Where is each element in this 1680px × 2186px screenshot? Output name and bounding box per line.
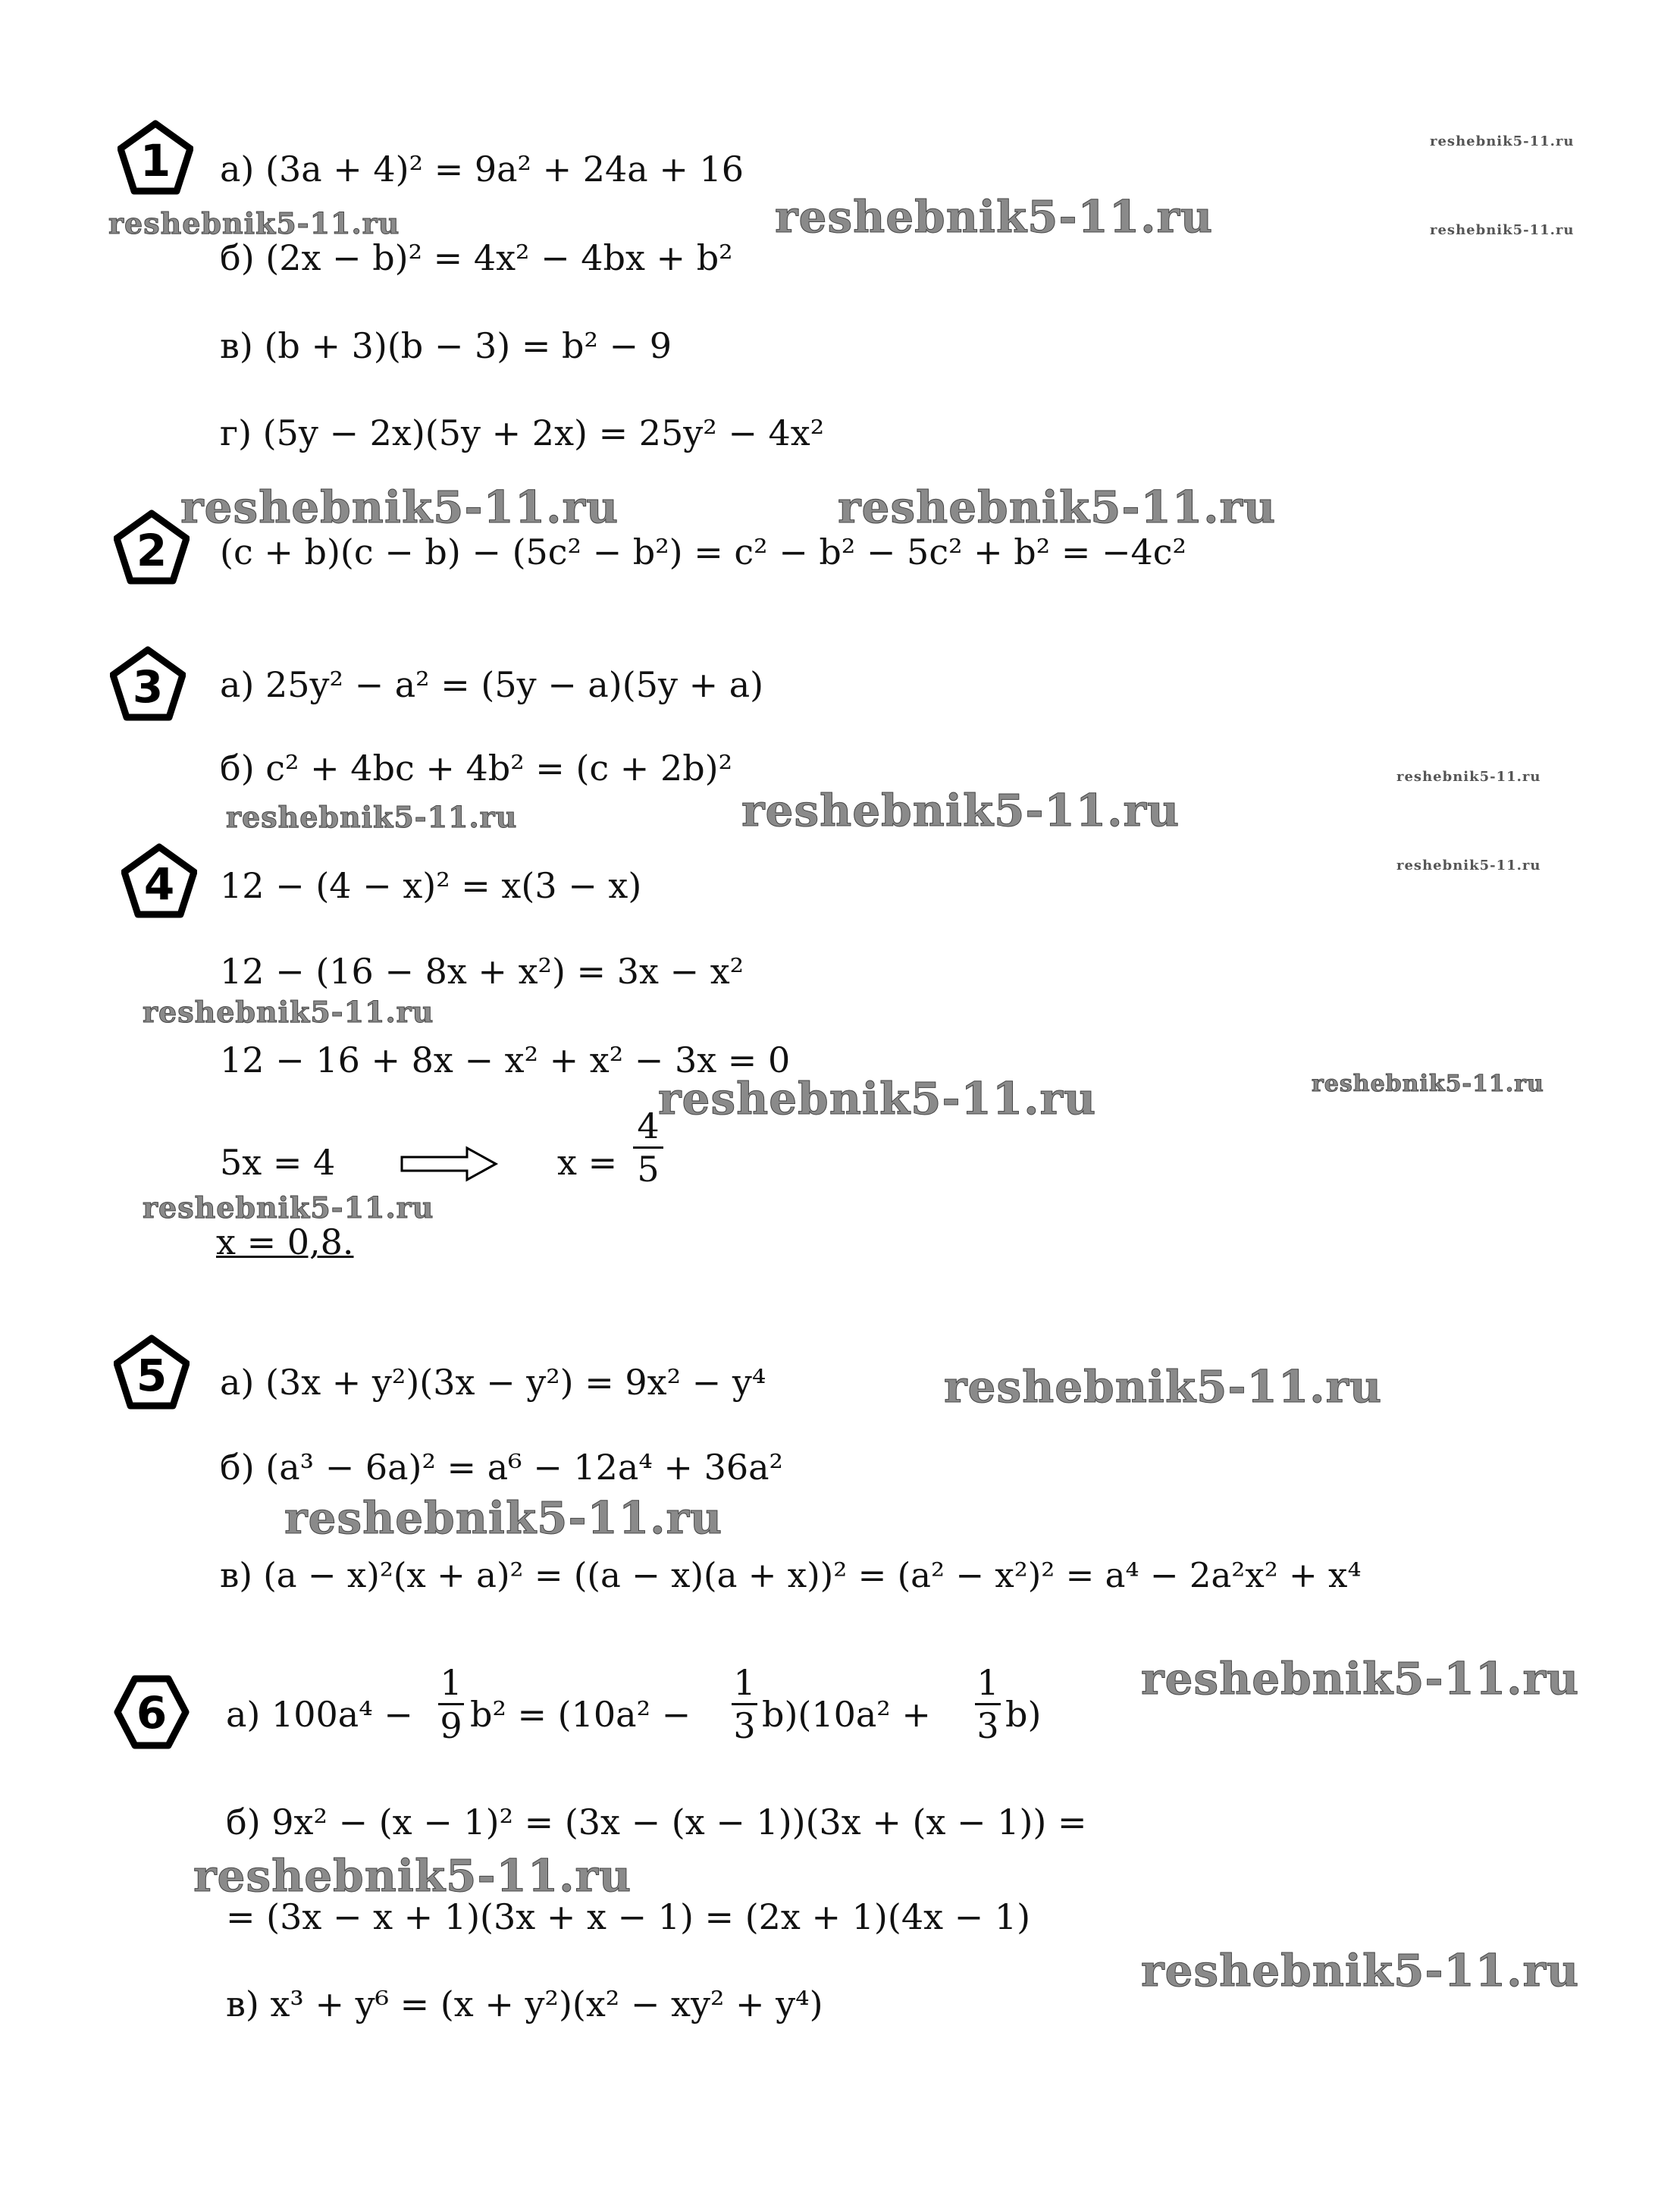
problem-2-line: (c + b)(c − b) − (5c² − b²) = c² − b² − 5c² + b² = −4c²	[220, 532, 1186, 572]
fraction-numerator: 4	[637, 1106, 660, 1146]
watermark: reshebnik5-11.ru	[838, 481, 1277, 533]
watermark: reshebnik5-11.ru	[1141, 1945, 1580, 1996]
problem-1-badge	[118, 120, 193, 196]
watermark: reshebnik5-11.ru	[1396, 769, 1541, 785]
problem-2-badge	[114, 510, 190, 585]
problem-4-line-1: 12 − (4 − x)² = x(3 − x)	[220, 865, 642, 906]
problem-6-line-b-cont: = (3x − x + 1)(3x + x − 1) = (2x + 1)(4x − 1)	[226, 1896, 1031, 1937]
watermark: reshebnik5-11.ru	[284, 1492, 723, 1544]
problem-number: 4	[143, 858, 175, 910]
fraction-numerator: 1	[976, 1662, 999, 1703]
problem-4-line-4: 5x = 4	[220, 1142, 336, 1183]
watermark: reshebnik5-11.ru	[1312, 1071, 1544, 1097]
problem-1-line-b: б) (2x − b)² = 4x² − 4bx + b²	[220, 237, 733, 278]
problem-6-badge	[114, 1674, 190, 1750]
problem-6-line-a-part2: b² = (10a² −	[470, 1694, 691, 1735]
fraction-denominator: 5	[637, 1149, 660, 1190]
watermark: reshebnik5-11.ru	[1396, 858, 1541, 873]
watermark: reshebnik5-11.ru	[775, 191, 1214, 243]
problem-6-line-a-part1: а) 100a⁴ −	[226, 1694, 413, 1735]
watermark: reshebnik5-11.ru	[658, 1073, 1097, 1124]
problem-4-badge	[121, 843, 197, 919]
problem-6-fraction-1	[438, 1662, 464, 1746]
problem-4-line-2: 12 − (16 − 8x + x²) = 3x − x²	[220, 951, 744, 992]
fraction-denominator: 3	[733, 1705, 756, 1746]
problem-5-badge	[114, 1334, 190, 1410]
watermark: reshebnik5-11.ru	[944, 1361, 1383, 1413]
watermark: reshebnik5-11.ru	[226, 800, 518, 834]
problem-3-badge	[110, 646, 186, 722]
arrow-right-icon	[400, 1145, 499, 1183]
problem-1-line-d: г) (5y − 2x)(5y + 2x) = 25y² − 4x²	[220, 412, 825, 453]
problem-4-answer: x = 0,8.	[216, 1222, 354, 1262]
problem-number: 3	[132, 661, 164, 713]
problem-number: 5	[136, 1350, 168, 1401]
problem-4-result-label: x =	[557, 1142, 618, 1183]
problem-5-line-b: б) (a³ − 6a)² = a⁶ − 12a⁴ + 36a²	[220, 1447, 783, 1488]
problem-4-line-3: 12 − 16 + 8x − x² + x² − 3x = 0	[220, 1040, 791, 1080]
problem-3-line-b: б) c² + 4bc + 4b² = (c + 2b)²	[220, 748, 733, 789]
watermark: reshebnik5-11.ru	[143, 995, 434, 1029]
watermark: reshebnik5-11.ru	[741, 785, 1180, 836]
problem-number: 6	[136, 1687, 168, 1739]
problem-6-line-c: в) x³ + y⁶ = (x + y²)(x² − xy² + y⁴)	[226, 1984, 823, 2024]
problem-5-line-a: а) (3x + y²)(3x − y²) = 9x² − y⁴	[220, 1362, 766, 1403]
fraction-numerator: 1	[733, 1662, 756, 1703]
fraction-numerator: 1	[440, 1662, 462, 1703]
problem-1-line-c: в) (b + 3)(b − 3) = b² − 9	[220, 325, 672, 366]
problem-6-line-b: б) 9x² − (x − 1)² = (3x − (x − 1))(3x + (x − 1)) =	[226, 1802, 1087, 1843]
watermark: reshebnik5-11.ru	[1430, 222, 1575, 238]
fraction-denominator: 3	[976, 1705, 999, 1746]
problem-5-line-c: в) (a − x)²(x + a)² = ((a − x)(a + x))² = (a² − x²)² = a⁴ − 2a²x² + x⁴	[220, 1555, 1362, 1595]
problem-6-fraction-2	[732, 1662, 757, 1746]
problem-6-line-a-part4: b)	[1005, 1694, 1042, 1735]
problem-number: 1	[139, 135, 171, 187]
fraction-denominator: 9	[440, 1705, 462, 1746]
watermark: reshebnik5-11.ru	[193, 1850, 632, 1902]
problem-6-fraction-3	[975, 1662, 1001, 1746]
watermark: reshebnik5-11.ru	[1141, 1653, 1580, 1705]
problem-6-line-a-part3: b)(10a² +	[762, 1694, 931, 1735]
watermark: reshebnik5-11.ru	[180, 481, 619, 533]
watermark: reshebnik5-11.ru	[143, 1190, 434, 1225]
problem-3-line-a: а) 25y² − a² = (5y − a)(5y + a)	[220, 664, 764, 705]
watermark: reshebnik5-11.ru	[108, 206, 400, 240]
problem-number: 2	[136, 525, 168, 576]
problem-1-line-a: а) (3a + 4)² = 9a² + 24a + 16	[220, 149, 744, 190]
watermark: reshebnik5-11.ru	[1430, 133, 1575, 149]
